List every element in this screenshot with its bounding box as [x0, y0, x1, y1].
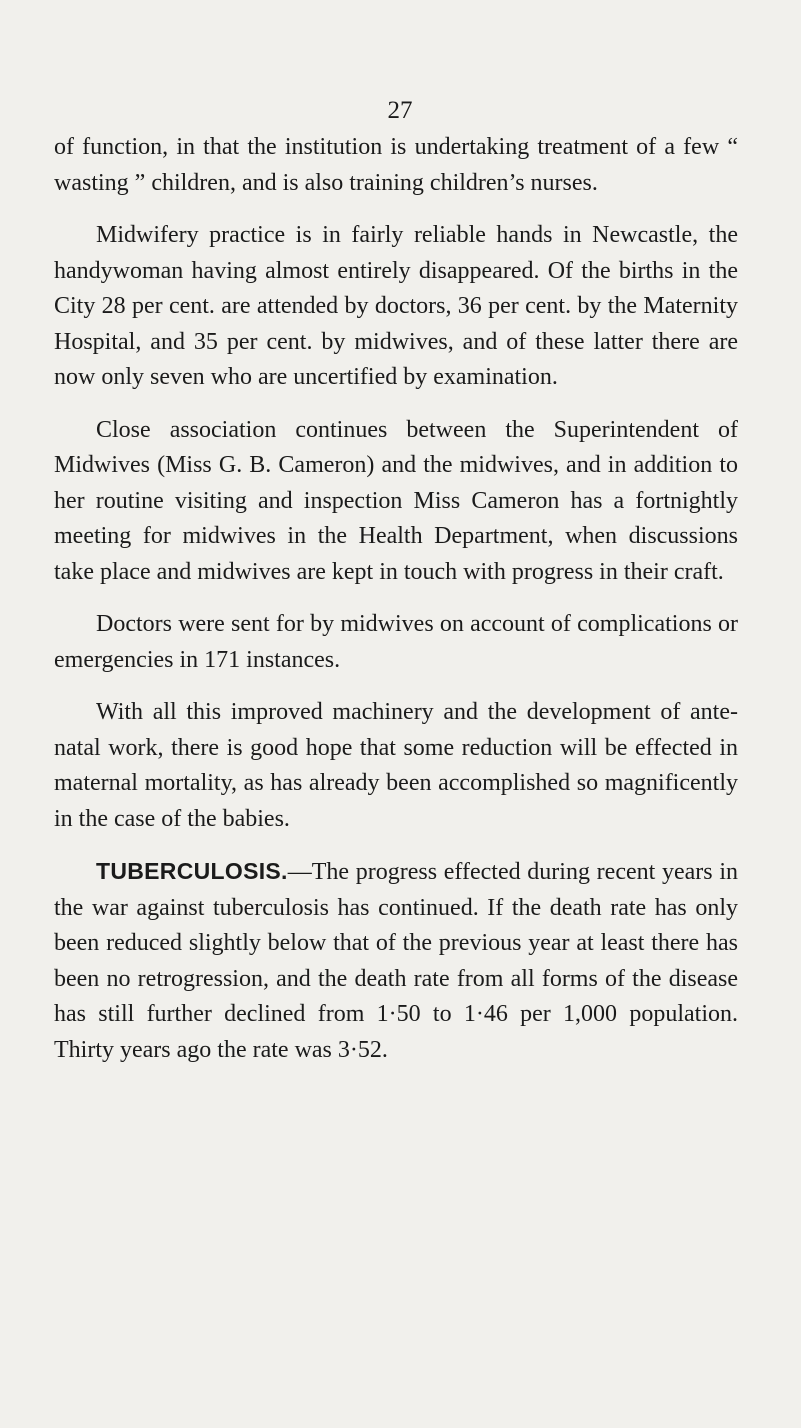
page-number: 27 — [387, 97, 413, 124]
paragraph-superintendent-of-midwives: Close association continues between the Superintendent of Midwives (Miss G. B. Cameron) and the midwives, and in addition to her routine visiting and inspection Miss Cameron has a fortnightly meeting for midwives in the Health Department, when discussions take place and midwives are kept in touch with progress in their craft. — [54, 416, 738, 585]
tuberculosis-text: —The progress effected during recent years in the war against tuberculosis has continued. If the death rate has only been reduced slightly below that of the previous year at least there has been no retrogression, and the death rate from all forms of the disease has still further declined from 1·50 to 1·46 per 1,000 population. Thirty years ago the rate was 3·52. — [54, 859, 738, 1063]
paragraph-tuberculosis — [54, 854, 738, 1068]
paragraph-function-continuation: of function, in that the institution is undertaking treatment of a few “ wasting ” children, and is also training children’s nurses. — [54, 134, 738, 196]
paragraph-doctors-sent-for: Doctors were sent for by midwives on account of complications or emergencies in 171 instances. — [54, 611, 738, 673]
paragraph-ante-natal-work: With all this improved machinery and the development of ante-natal work, there is good hope that some reduction will be effected in maternal mortality, as has already been accomplished so magnificently in the case of the babies. — [54, 699, 738, 832]
section-heading-tuberculosis: TUBERCULOSIS. — [96, 858, 288, 884]
body-text — [54, 130, 738, 1085]
paragraph-midwifery-practice: Midwifery practice is in fairly reliable hands in Newcastle, the handywoman having almost entirely disappeared. Of the births in the City 28 per cent. are attended by doctors, 36 per cent. by the Maternity Hospital, and 35 per cent. by midwives, and of these latter there are now only seven who are uncertified by examination. — [54, 222, 738, 390]
